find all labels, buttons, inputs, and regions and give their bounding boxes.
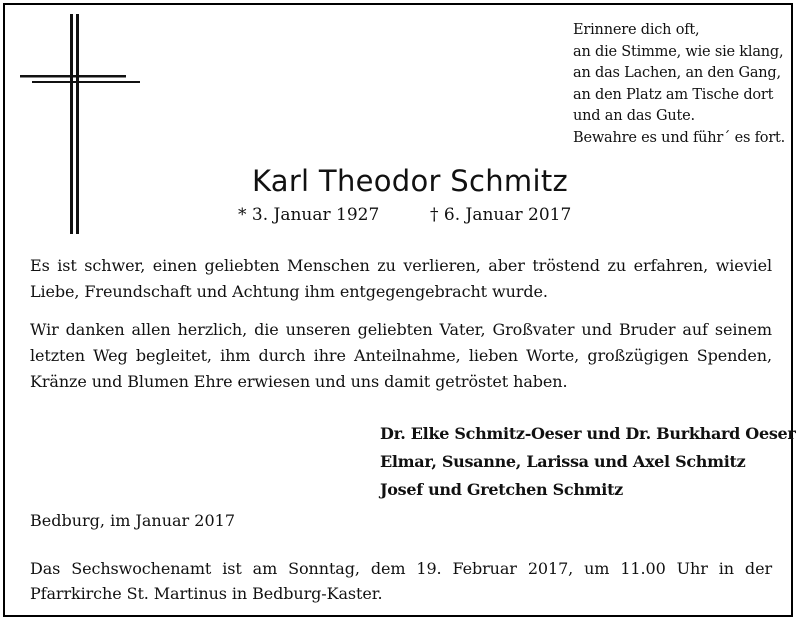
signer-line: Josef und Gretchen Schmitz	[380, 480, 623, 499]
poem-line: an den Platz am Tische dort	[573, 86, 774, 103]
birth-date: * 3. Januar 1927	[238, 205, 380, 225]
poem-line: an die Stimme, wie sie klang,	[573, 43, 784, 60]
signer-line: Dr. Elke Schmitz-Oeser und Dr. Burkhard Oeser	[380, 424, 796, 443]
poem-line: Bewahre es und führ´ es fort.	[573, 129, 786, 146]
place-date: Bedburg, im Januar 2017	[30, 511, 236, 530]
death-date: † 6. Januar 2017	[430, 205, 572, 225]
poem	[573, 20, 786, 149]
deceased-name: Karl Theodor Schmitz	[251, 164, 569, 198]
paragraph-thanks: Wir danken allen herzlich, die unseren geliebten Vater, Großvater und Bruder auf seinem letzten Weg begleitet, ihm durch ihre Anteilnahme, lieben Worte, großzügigen Spenden, Kränze und Blumen Ehre erwiesen und uns damit getröstet haben.	[30, 320, 772, 391]
poem-line: und an das Gute.	[573, 108, 695, 124]
paragraph-service: Das Sechswochenamt ist am Sonntag, dem 19. Februar 2017, um 11.00 Uhr in der Pfarrkirche St. Martinus in Bedburg-Kaster.	[30, 559, 772, 603]
signer-line: Elmar, Susanne, Larissa und Axel Schmitz	[380, 452, 746, 471]
poem-line: Erinnere dich oft,	[573, 22, 700, 38]
cross-icon	[20, 14, 140, 234]
paragraph-condolence: Es ist schwer, einen geliebten Menschen zu verlieren, aber tröstend zu erfahren, wieviel Liebe, Freundschaft und Achtung ihm entgegengebracht wurde.	[30, 256, 772, 301]
signers	[380, 420, 796, 504]
poem-line: an das Lachen, an den Gang,	[573, 65, 781, 81]
